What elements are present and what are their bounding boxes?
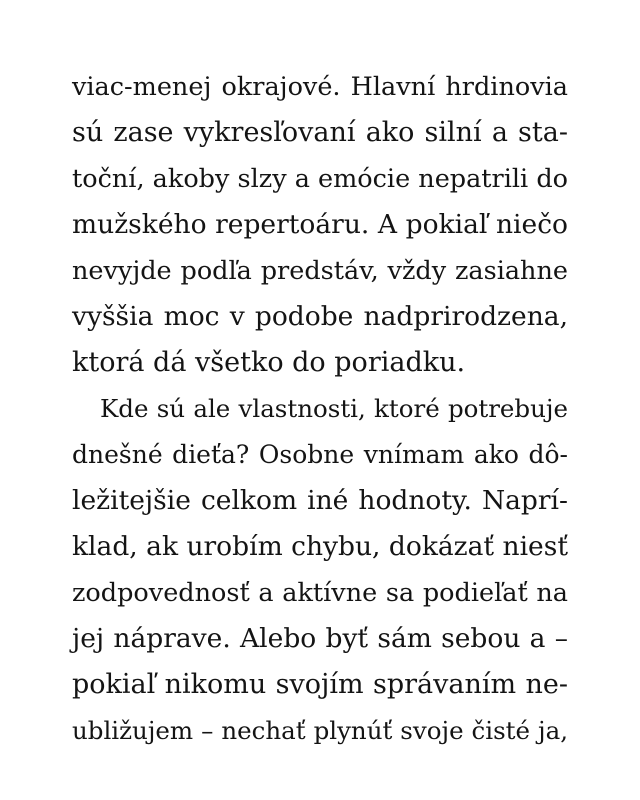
text-line: sú zase vykresľovaní ako silní a sta- xyxy=(72,117,568,148)
text-line: pokiaľ nikomu svojím správaním ne- xyxy=(72,669,568,700)
text-line: vyššia moc v podobe nadprirodzena, xyxy=(72,301,568,332)
text-line: klad, ak urobím chybu, dokázať niesť xyxy=(72,531,568,562)
text-line: dnešné dieťa? Osobne vnímam ako dô- xyxy=(72,440,568,469)
text-line: nevyjde podľa predstáv, vždy zasiahne xyxy=(72,256,568,286)
text-line: Kde sú ale vlastnosti, ktoré potrebuje xyxy=(100,394,568,423)
text-line: ležitejšie celkom iné hodnoty. Naprí- xyxy=(72,485,568,516)
text-line: viac-menej okrajové. Hlavní hrdinovia xyxy=(72,72,568,102)
text-line: mužského repertoáru. A pokiaľ niečo xyxy=(72,209,568,240)
text-line: toční, akoby slzy a emócie nepatrili do xyxy=(72,164,568,194)
text-line: ktorá dá všetko do poriadku. xyxy=(72,347,466,378)
text-line: ubližujem – nechať plynúť svoje čisté ja, xyxy=(72,716,568,745)
text-line: zodpovednosť a aktívne sa podieľať na xyxy=(72,578,568,608)
text-line: jej náprave. Alebo byť sám sebou a – xyxy=(72,623,568,654)
